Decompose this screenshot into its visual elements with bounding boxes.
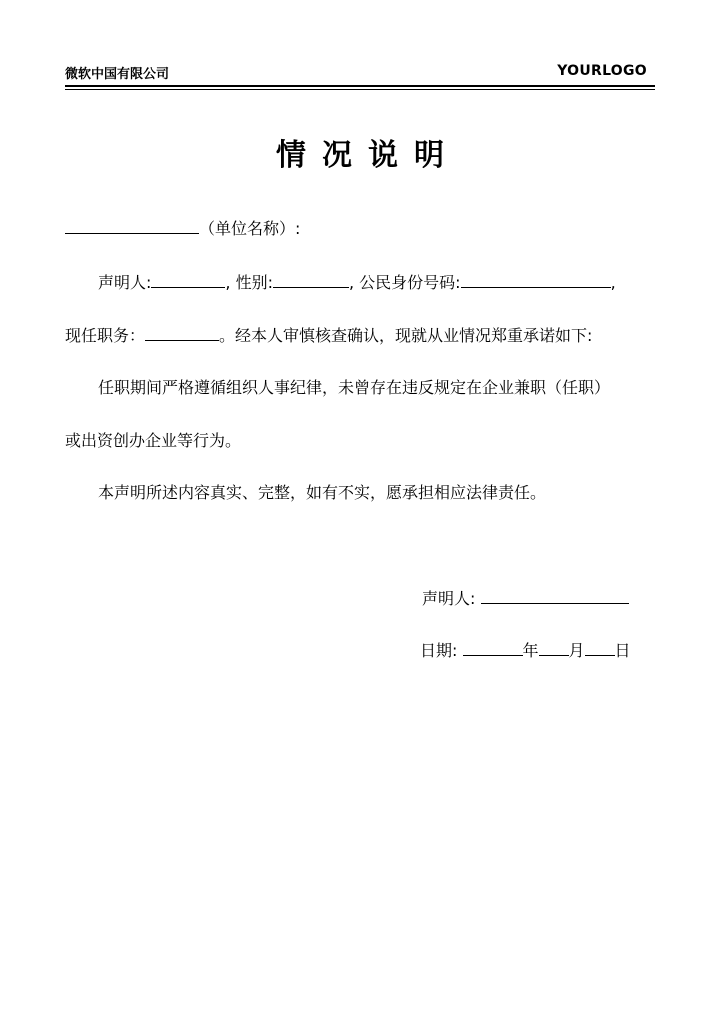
month-blank[interactable]: [539, 641, 569, 656]
page-header: [65, 62, 655, 84]
date-label: 日期:: [420, 641, 458, 660]
position-statement: 。经本人审慎核查确认，现就从业情况郑重承诺如下:: [219, 326, 593, 345]
month-label: 月: [568, 641, 585, 660]
id-number-blank[interactable]: [461, 273, 611, 288]
logo-text: YOURLOGO: [557, 63, 647, 79]
position-line: [65, 326, 592, 346]
paragraph-2-line-2: 或出资创办企业等行为。: [65, 431, 242, 450]
day-blank[interactable]: [585, 641, 615, 656]
declarant-name-blank[interactable]: [151, 273, 225, 288]
declarant-label: 声明人:: [98, 273, 152, 292]
unit-name-line: [65, 219, 300, 239]
position-blank[interactable]: [145, 326, 219, 341]
document-title: 情况说明: [276, 138, 460, 173]
company-name: 微软中国有限公司: [65, 67, 170, 82]
date-line: [420, 641, 631, 661]
unit-name-label: （单位名称）:: [199, 219, 301, 238]
id-number-label: , 公民身份号码:: [348, 273, 461, 292]
gender-label: , 性别:: [225, 273, 273, 292]
year-blank[interactable]: [463, 641, 523, 656]
gender-blank[interactable]: [273, 273, 349, 288]
paragraph-3: 本声明所述内容真实、完整，如有不实，愿承担相应法律责任。: [98, 483, 547, 502]
signature-declarant-label: 声明人:: [422, 589, 476, 608]
signature-declarant-blank[interactable]: [481, 589, 629, 604]
position-label: 现任职务：: [65, 326, 146, 345]
day-label: 日: [614, 641, 631, 660]
signature-declarant-line: [422, 589, 629, 609]
unit-name-blank[interactable]: [65, 219, 199, 234]
year-label: 年: [522, 641, 539, 660]
declarant-line: [98, 273, 616, 293]
header-rule-thin: [65, 89, 655, 90]
header-rule-thick: [65, 85, 655, 87]
paragraph-2-line-1: 任职期间严格遵循组织人事纪律，未曾存在违反规定在企业兼职（任职）: [98, 378, 611, 397]
trailing-comma: ,: [610, 273, 616, 292]
